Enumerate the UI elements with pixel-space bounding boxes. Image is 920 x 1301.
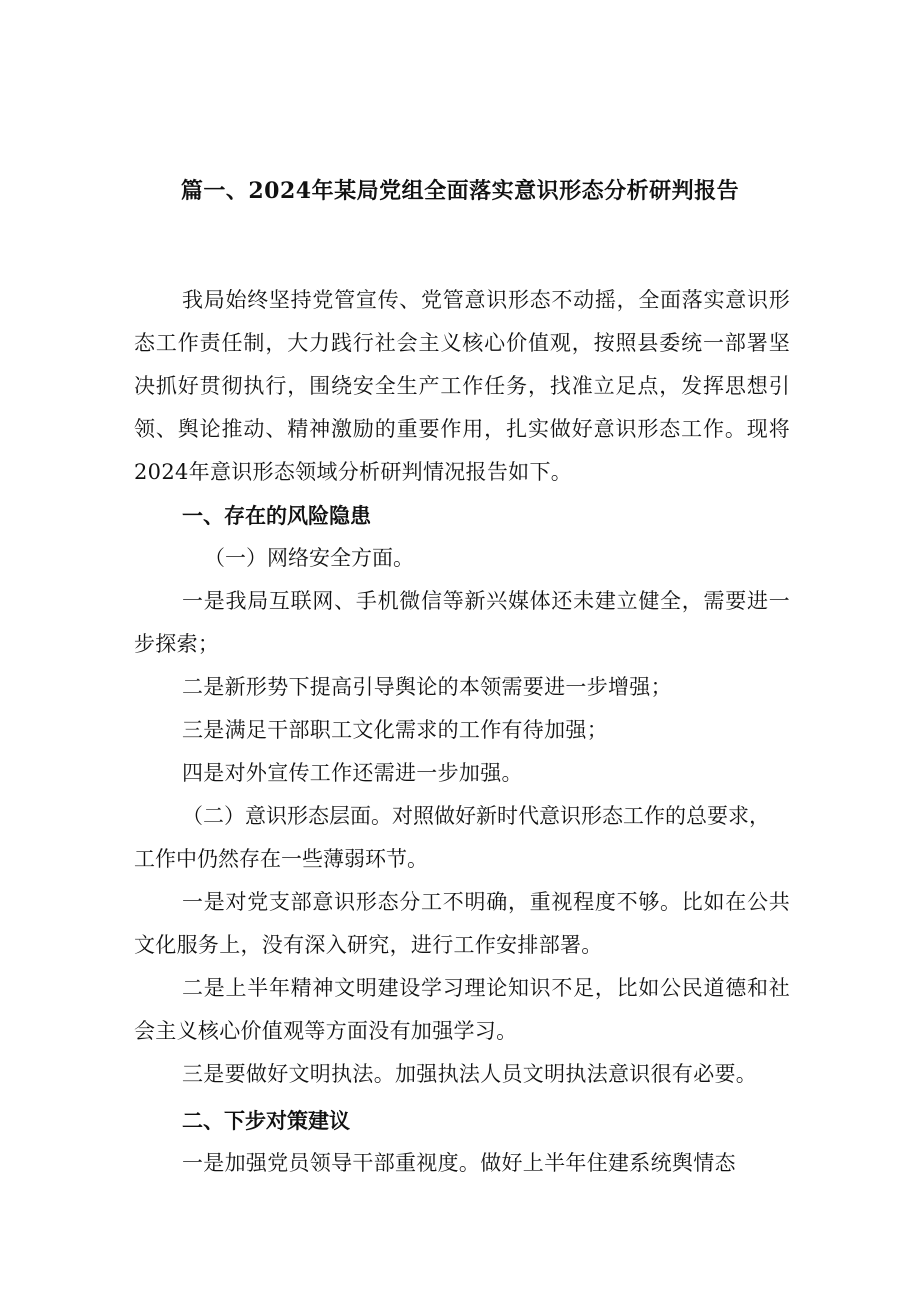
- section-heading-risks: 一、存在的风险隐患: [182, 503, 371, 528]
- list-item: 一是对党支部意识形态分工不明确，重视程度不够。比如在公共文化服务上，没有深入研究，进行工作安排部署。: [134, 890, 790, 957]
- list-item: 四是对外宣传工作还需进一步加强。: [182, 761, 523, 785]
- intro-paragraph: 我局始终坚持党管宣传、党管意识形态不动摇，全面落实意识形态工作责任制，大力践行社会主义核心价值观，按照县委统一部署坚决抓好贯彻执行，围绕安全生产工作任务，找准立足点，发挥思想引领、舆论推动、精神激励的重要作用，扎实做好意识形态工作。现将2024年意识形态领域分析研判情况报告如下。: [134, 288, 790, 484]
- list-item: 一是加强党员领导干部重视度。做好上半年住建系统舆情态: [182, 1151, 736, 1175]
- list-item: 一是我局互联网、手机微信等新兴媒体还未建立健全，需要进一步探索；: [134, 589, 790, 656]
- document-body: [134, 279, 790, 1185]
- section-heading-countermeasures: 二、下步对策建议: [182, 1108, 350, 1133]
- list-item: 二是上半年精神文明建设学习理论知识不足，比如公民道德和社会主义核心价值观等方面没有加强学习。: [134, 976, 790, 1043]
- subsection-heading-ideology: （二）意识形态层面。对照做好新时代意识形态工作的总要求，工作中仍然存在一些薄弱环节。: [134, 804, 770, 871]
- list-item: 三是满足干部职工文化需求的工作有待加强；: [182, 718, 608, 742]
- document-title: 篇一、2024年某局党组全面落实意识形态分析研判报告: [180, 178, 740, 204]
- list-item: 三是要做好文明执法。加强执法人员文明执法意识很有必要。: [182, 1062, 758, 1086]
- subsection-heading-network: （一）网络安全方面。: [204, 546, 414, 570]
- list-item: 二是新形势下提高引导舆论的本领需要进一步增强；: [182, 675, 672, 699]
